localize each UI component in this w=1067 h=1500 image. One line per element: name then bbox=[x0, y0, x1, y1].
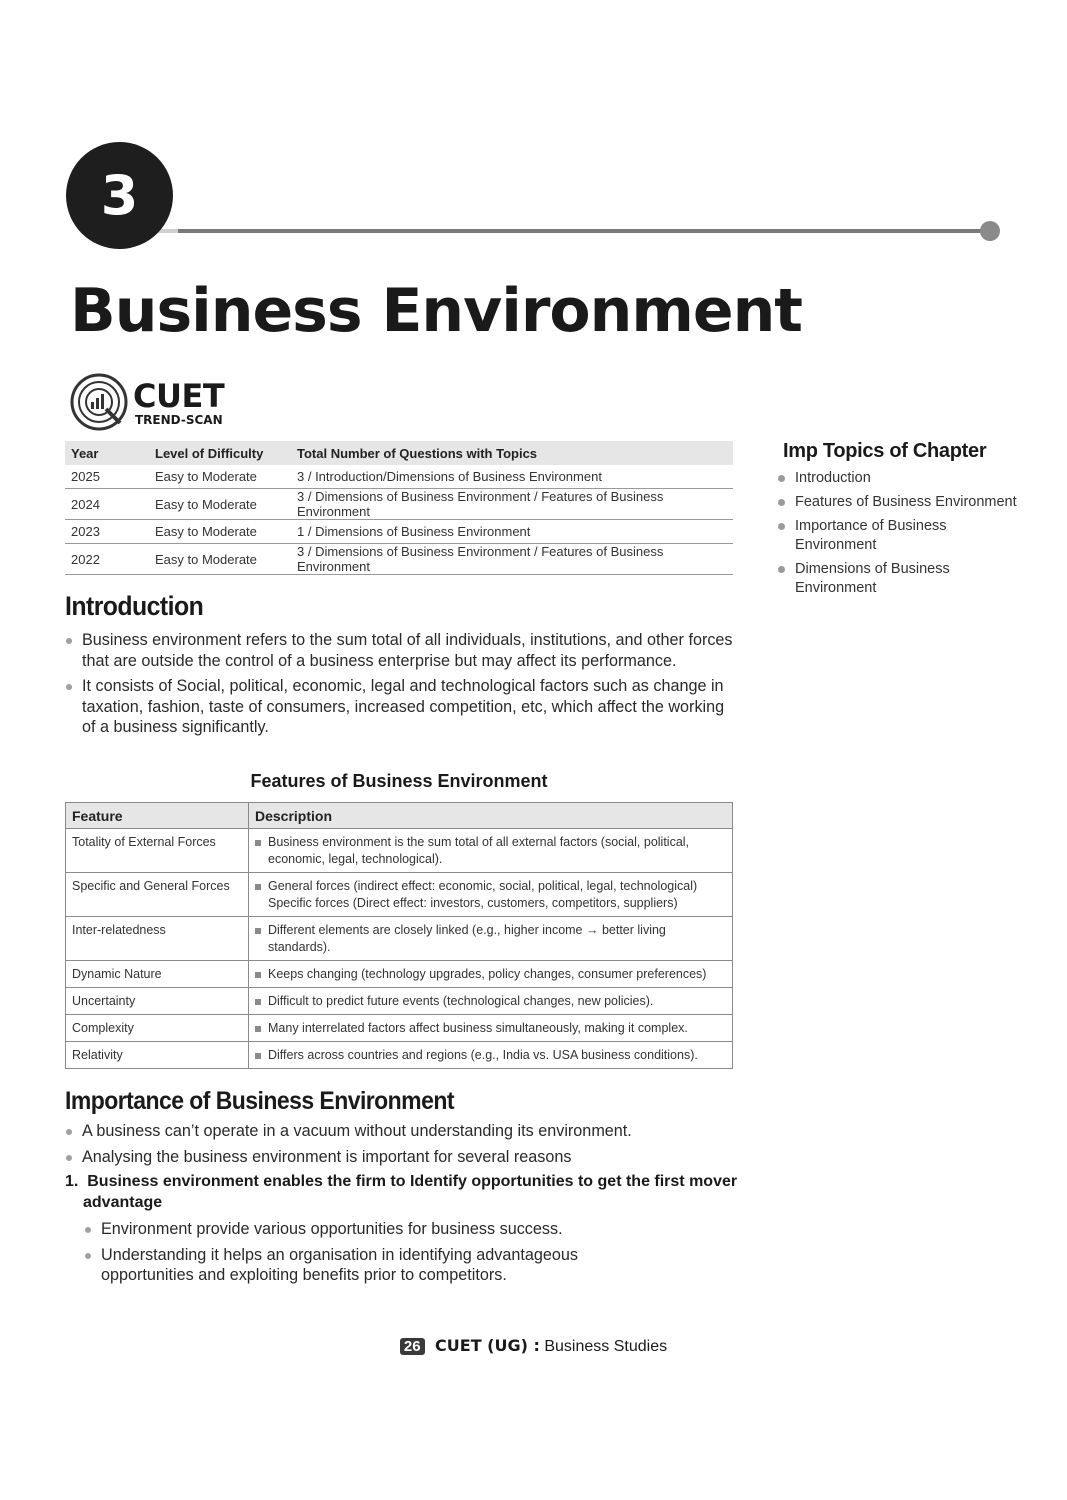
description-text: Many interrelated factors affect business simultaneously, making it complex. bbox=[255, 1020, 726, 1037]
feature-cell: Inter-relatedness bbox=[66, 917, 249, 961]
description-cell bbox=[249, 873, 733, 917]
trend-scan-table bbox=[65, 441, 733, 575]
trend-scan-subtitle: TREND-SCAN bbox=[135, 413, 223, 427]
description-text: Different elements are closely linked (e.g., higher income → better living standards). bbox=[255, 922, 726, 956]
list-item: Features of Business Environment bbox=[783, 493, 1023, 512]
difficulty-cell: Easy to Moderate bbox=[149, 465, 291, 489]
table-header-row bbox=[66, 803, 733, 829]
description-cell bbox=[249, 988, 733, 1015]
difficulty-cell: Easy to Moderate bbox=[149, 544, 291, 575]
year-cell: 2025 bbox=[65, 465, 149, 489]
column-header-difficulty: Level of Difficulty bbox=[149, 441, 291, 465]
table-row bbox=[66, 917, 733, 961]
trend-scan-target-icon bbox=[70, 372, 130, 432]
description-text: Business environment is the sum total of all external factors (social, political, economic, legal, technological). bbox=[255, 834, 726, 868]
imp-topics-title: Imp Topics of Chapter bbox=[783, 440, 987, 462]
description-text: Difficult to predict future events (technological changes, new policies). bbox=[255, 993, 726, 1010]
difficulty-cell: Easy to Moderate bbox=[149, 489, 291, 520]
year-cell: 2024 bbox=[65, 489, 149, 520]
table-row bbox=[66, 873, 733, 917]
feature-cell: Relativity bbox=[66, 1042, 249, 1069]
table-row bbox=[66, 988, 733, 1015]
page-footer bbox=[0, 1336, 1067, 1356]
description-text: General forces (indirect effect: economic, social, political, legal, technological) Specific forces (Direct effect: investors, customers, competitors, suppliers) bbox=[255, 878, 726, 912]
list-item: A business can’t operate in a vacuum without understanding its environment. bbox=[65, 1121, 733, 1142]
trend-scan-brand: CUET bbox=[133, 377, 225, 415]
year-cell: 2022 bbox=[65, 544, 149, 575]
imp-topics-panel bbox=[783, 440, 1023, 603]
table-row bbox=[65, 544, 733, 575]
description-cell bbox=[249, 917, 733, 961]
questions-cell: 3 / Introduction/Dimensions of Business Environment bbox=[291, 465, 733, 489]
year-cell: 2023 bbox=[65, 520, 149, 544]
importance-bullets bbox=[65, 1121, 733, 1172]
introduction-heading: Introduction bbox=[65, 591, 204, 621]
footer-subject: Business Studies bbox=[544, 1338, 668, 1355]
feature-cell: Specific and General Forces bbox=[66, 873, 249, 917]
introduction-bullets bbox=[65, 630, 733, 743]
list-item: Business environment refers to the sum total of all individuals, institutions, and other forces that are outside the control of a business enterprise but may affect its performance. bbox=[65, 630, 733, 671]
chapter-rule bbox=[98, 229, 986, 233]
feature-cell: Uncertainty bbox=[66, 988, 249, 1015]
column-header-feature: Feature bbox=[66, 803, 249, 829]
feature-cell: Dynamic Nature bbox=[66, 961, 249, 988]
column-header-questions: Total Number of Questions with Topics bbox=[291, 441, 733, 465]
features-table bbox=[65, 802, 733, 1069]
description-text: Differs across countries and regions (e.g., India vs. USA business conditions). bbox=[255, 1047, 726, 1064]
list-item: Analysing the business environment is important for several reasons bbox=[65, 1147, 733, 1168]
table-row bbox=[66, 1042, 733, 1069]
list-item: Importance of Business Environment bbox=[783, 517, 1023, 555]
chapter-number-badge bbox=[66, 142, 173, 249]
description-cell bbox=[249, 1015, 733, 1042]
description-cell bbox=[249, 829, 733, 873]
questions-cell: 3 / Dimensions of Business Environment / Features of Business Environment bbox=[291, 489, 733, 520]
list-item: Introduction bbox=[783, 469, 1023, 488]
column-header-description: Description bbox=[249, 803, 733, 829]
list-item: Environment provide various opportunities for business success. bbox=[84, 1219, 644, 1240]
imp-topics-list bbox=[783, 469, 1023, 598]
list-item: Dimensions of Business Environment bbox=[783, 560, 1023, 598]
page-number: 26 bbox=[400, 1338, 425, 1355]
description-text: Keeps changing (technology upgrades, policy changes, consumer preferences) bbox=[255, 966, 726, 983]
chapter-rule-end-dot bbox=[980, 221, 1000, 241]
importance-heading: Importance of Business Environment bbox=[65, 1087, 454, 1115]
column-header-year: Year bbox=[65, 441, 149, 465]
point-1-sub-bullets bbox=[84, 1219, 644, 1291]
feature-cell: Totality of External Forces bbox=[66, 829, 249, 873]
chapter-number: 3 bbox=[100, 164, 139, 227]
table-row bbox=[65, 465, 733, 489]
table-row bbox=[65, 489, 733, 520]
questions-cell: 1 / Dimensions of Business Environment bbox=[291, 520, 733, 544]
questions-cell: 3 / Dimensions of Business Environment / Features of Business Environment bbox=[291, 544, 733, 575]
difficulty-cell: Easy to Moderate bbox=[149, 520, 291, 544]
table-row bbox=[66, 961, 733, 988]
table-row bbox=[65, 520, 733, 544]
table-header-row bbox=[65, 441, 733, 465]
feature-cell: Complexity bbox=[66, 1015, 249, 1042]
table-row bbox=[66, 829, 733, 873]
table-row bbox=[66, 1015, 733, 1042]
chapter-title: Business Environment bbox=[70, 276, 802, 346]
description-cell bbox=[249, 961, 733, 988]
list-item: It consists of Social, political, economic, legal and technological factors such as change in taxation, fashion, taste of consumers, increased competition, etc, which affect the working of a business significantly. bbox=[65, 676, 733, 738]
numbered-point-1: 1. Business environment enables the firm to Identify opportunities to get the first mover advantage bbox=[65, 1173, 738, 1211]
features-table-caption: Features of Business Environment bbox=[250, 771, 548, 791]
footer-brand: CUET (UG) : bbox=[435, 1336, 540, 1355]
list-item: Understanding it helps an organisation in identifying advantageous opportunities and exploiting benefits prior to competitors. bbox=[84, 1245, 644, 1286]
description-cell bbox=[249, 1042, 733, 1069]
